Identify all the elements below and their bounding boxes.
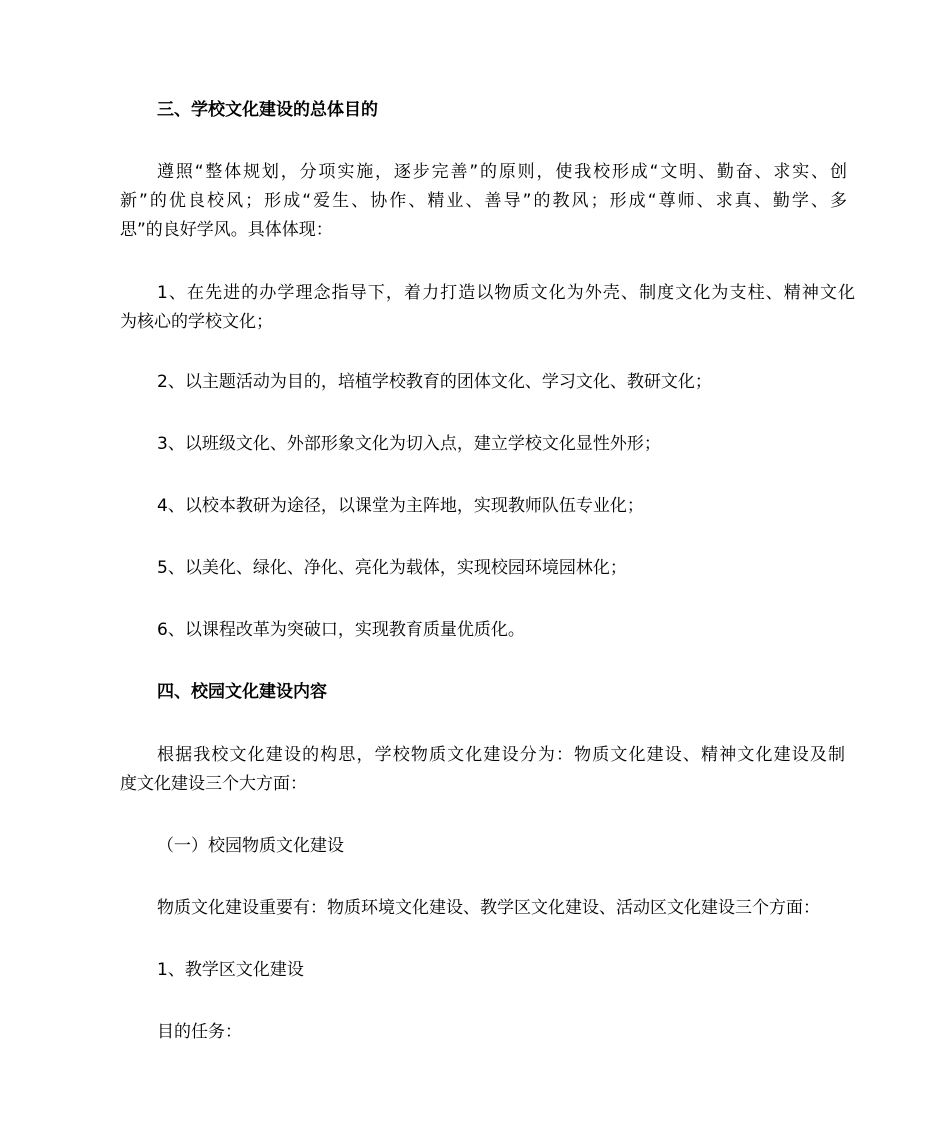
subsection-heading-1: （一）校园物质文化建设 (157, 836, 344, 856)
goal-item-3: 3、以班级文化、外部形象文化为切入点，建立学校文化显性外形； (157, 434, 661, 454)
intro-line-2: 新”的优良校风；形成“爱生、协作、精业、善导”的教风；形成“尊师、求真、勤学、多 (120, 191, 847, 211)
section-heading-3: 三、学校文化建设的总体目的 (157, 100, 378, 120)
goal-item-1-line-2: 为核心的学校文化； (120, 312, 273, 332)
content-line-1: 根据我校文化建设的构思，学校物质文化建设分为：物质文化建设、精神文化建设及制 (157, 745, 845, 765)
goal-item-2: 2、以主题活动为目的，培植学校教育的团体文化、学习文化、教研文化； (157, 372, 712, 392)
goal-item-4: 4、以校本教研为途径，以课堂为主阵地，实现教师队伍专业化； (157, 496, 644, 516)
purpose-label: 目的任务： (157, 1022, 242, 1042)
goal-item-6: 6、以课程改革为突破口，实现教育质量优质化。 (157, 620, 525, 640)
goal-item-5: 5、以美化、绿化、净化、亮化为载体，实现校园环境园林化； (157, 558, 627, 578)
material-paragraph: 物质文化建设重要有：物质环境文化建设、教学区文化建设、活动区文化建设三个方面： (157, 898, 820, 918)
goal-item-1-line-1: 1、在先进的办学理念指导下，着力打造以物质文化为外壳、制度文化为支柱、精神文化 (157, 283, 855, 303)
teaching-area-heading: 1、教学区文化建设 (157, 960, 304, 980)
intro-line-1: 遵照“整体规划，分项实施，逐步完善”的原则，使我校形成“文明、勤奋、求实、创 (157, 162, 847, 182)
section-heading-4: 四、校园文化建设内容 (157, 682, 327, 702)
content-line-2: 度文化建设三个大方面： (120, 774, 307, 794)
intro-line-3: 思”的良好学风。具体体现： (120, 220, 333, 240)
